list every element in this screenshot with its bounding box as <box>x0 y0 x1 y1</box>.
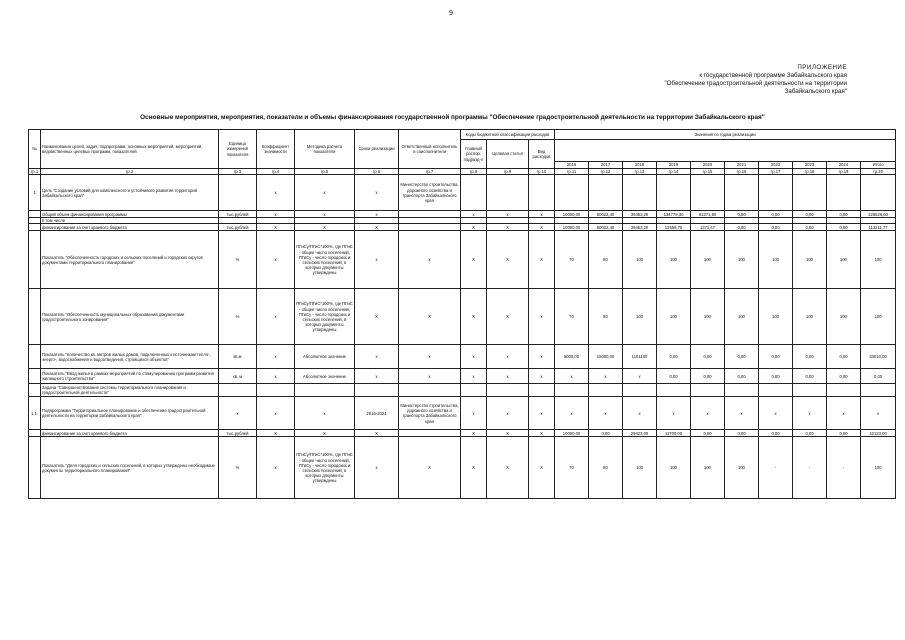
year-2019: 2019 <box>657 162 691 169</box>
value-cell: 100 <box>759 289 793 345</box>
table-row <box>29 384 896 397</box>
colnum-14: гр.14 <box>657 169 691 175</box>
header-name: Наименование целей, задач, подпрограмм, основных мероприятий, мероприятий, ведомственных целевых программ, показателей <box>41 130 219 169</box>
colnum-18: гр.18 <box>793 169 827 175</box>
colnum-8: гр.8 <box>461 169 487 175</box>
value-cell: 0,00 <box>657 345 691 369</box>
value-cell: - <box>759 437 793 499</box>
cell-x: x <box>295 175 355 211</box>
cell-x: x <box>257 231 295 289</box>
header-coef: Коэффициент значимости <box>257 130 295 169</box>
value-cell: 39453,20 <box>623 224 657 231</box>
row-num: 1.1. <box>29 397 41 430</box>
executor: Министерство строительства, дорожного хозяйства и транспорта Забайкальского края <box>399 175 461 211</box>
value-cell: x <box>657 397 691 430</box>
colnum-6: гр.6 <box>355 169 399 175</box>
cell-x: X <box>529 231 555 289</box>
value-cell: 100 <box>861 289 896 345</box>
value-cell: 10000,00 <box>555 430 589 437</box>
value-cell: 0,00 <box>759 430 793 437</box>
value-cell: 100 <box>657 437 691 499</box>
value-cell: 29423,00 <box>623 430 657 437</box>
cell-x: x <box>219 397 257 430</box>
value-cell: 0,00 <box>827 224 861 231</box>
colnum-16: гр.16 <box>725 169 759 175</box>
value-cell: 0,00 <box>589 430 623 437</box>
value-cell: 0,00 <box>827 345 861 369</box>
value-cell: 80 <box>589 289 623 345</box>
method: Абсолютное значение <box>295 345 355 369</box>
value-cell: 0,00 <box>827 430 861 437</box>
header-bcc-type: Вид расходов <box>529 140 555 169</box>
indicator-name: Показатель "Количество кв. метров жилых домов, подключенных к источникам тепло-, энерго-, водоснабжения и водоотведения, строящихся объектов" <box>41 345 219 369</box>
value-cell: 5000,00 <box>555 345 589 369</box>
value-cell: 0,00 <box>861 369 896 384</box>
unit: % <box>219 289 257 345</box>
colnum-3: гр.3 <box>219 169 257 175</box>
cell-x: x <box>399 231 461 289</box>
method: ПГиСу/ПГиС*100%, где ПГиС - общее число поселений, ПГиСу - число городских и сельских поселений, в которых документы утверждены <box>295 437 355 499</box>
year-2022: 2022 <box>759 162 793 169</box>
header-bcc-main: Главный распор. подразд-л <box>461 140 487 169</box>
value-cell: x <box>623 397 657 430</box>
value-cell: 70 <box>555 289 589 345</box>
value-cell: 0,00 <box>793 430 827 437</box>
header-unit: Единица измерения показателя <box>219 130 257 169</box>
indicator-name: Показатель "Доля городских и сельских поселений, в которых утверждены необходимые документы территориального планирования" <box>41 437 219 499</box>
method: ПГиСу/ПГиС*100%, где ПГиС - общее число поселений, ПГиСу - число городских и сельских поселений, в которых документы утверждены <box>295 231 355 289</box>
year-2024: 2024 <box>827 162 861 169</box>
table-row <box>29 211 896 218</box>
cell-x: x <box>461 369 487 384</box>
table-row <box>29 369 896 384</box>
header-period: Сроки реализации <box>355 130 399 169</box>
table-row <box>29 289 896 345</box>
cell-x: X <box>399 437 461 499</box>
appendix-line-3: Забайкальского края" <box>784 88 847 95</box>
value-cell: x <box>555 369 589 384</box>
value-cell: 0,00 <box>691 369 725 384</box>
header-bcc-target: Целевая статья <box>487 140 529 169</box>
cell-x: X <box>461 224 487 231</box>
colnum-11: гр.11 <box>555 169 589 175</box>
method: ПГиСу/ПГиС*100%, где ПГиС - общее число поселений, ПГиСу - число городских и сельских поселений, в которых документы утверждены <box>295 289 355 345</box>
value-cell: 42123,00 <box>861 430 896 437</box>
cell-x: x <box>461 397 487 430</box>
value-cell: x <box>725 397 759 430</box>
cell-x: X <box>487 289 529 345</box>
method: Абсолютное значение <box>295 369 355 384</box>
value-cell: - <box>793 437 827 499</box>
cell-x: x <box>487 211 529 218</box>
value-cell: 0,00 <box>793 369 827 384</box>
year-2023: 2023 <box>793 162 827 169</box>
value-cell: 0,00 <box>725 430 759 437</box>
value-cell: 11700,00 <box>657 430 691 437</box>
value-cell: 100 <box>623 231 657 289</box>
unit: тыс.рублей <box>219 211 257 218</box>
value-cell: x <box>691 397 725 430</box>
value-cell: 100 <box>657 231 691 289</box>
value-cell: 33010,00 <box>861 345 896 369</box>
cell-x: x <box>355 231 399 289</box>
table-row <box>29 397 896 430</box>
task-name: Задача "Совершенствование системы территориального планирования и градостроительной деятельности" <box>41 384 219 397</box>
cell-x: X <box>529 437 555 499</box>
value-cell: 70 <box>555 437 589 499</box>
cell-x: x <box>295 397 355 430</box>
document-title: Основные мероприятия, мероприятия, показатели и объемы финансирования государственной программы "Обеспечение градостроительной деятельности на территории Забайкальского края" <box>140 114 765 121</box>
value-cell: 39453,20 <box>623 211 657 218</box>
value-cell: x <box>793 397 827 430</box>
cell-x: x <box>257 289 295 345</box>
colnum-12: гр.12 <box>589 169 623 175</box>
indicator-name: Показатель "Обеспеченность городских и сельских поселений и городских округов документами территориального планирования" <box>41 231 219 289</box>
colnum-19: гр.19 <box>827 169 861 175</box>
value-cell: 15000,00 <box>589 345 623 369</box>
cell-x: X <box>257 430 295 437</box>
cell-x: x <box>257 211 295 218</box>
cell-x: X <box>355 224 399 231</box>
value-cell: x <box>623 369 657 384</box>
value-cell: 100 <box>861 231 896 289</box>
table-row <box>29 345 896 369</box>
value-cell: x <box>555 397 589 430</box>
value-cell: 91271,80 <box>691 211 725 218</box>
value-cell: x <box>589 369 623 384</box>
cell-x: x <box>257 175 295 211</box>
unit: тыс.рублей <box>219 430 257 437</box>
table-row <box>29 231 896 289</box>
colnum-17: гр.17 <box>759 169 793 175</box>
cell-x: X <box>295 224 355 231</box>
value-cell: 113211,77 <box>861 224 896 231</box>
cell-x: x <box>529 211 555 218</box>
cell-x: x <box>529 289 555 345</box>
cell-x: x <box>257 397 295 430</box>
header-method: Методика расчета показателя <box>295 130 355 169</box>
value-cell: 134779,30 <box>657 211 691 218</box>
cell-x: x <box>399 369 461 384</box>
value-cell: 10000,00 <box>555 224 589 231</box>
page-number: 9 <box>449 10 453 17</box>
cell-x: x <box>487 345 529 369</box>
unit: кв. м <box>219 369 257 384</box>
cell-x: x <box>529 369 555 384</box>
colnum-7: гр.7 <box>399 169 461 175</box>
period: 2016-2024 <box>355 397 399 430</box>
unit: % <box>219 231 257 289</box>
value-cell: 100 <box>623 289 657 345</box>
value-cell: 0,00 <box>759 224 793 231</box>
cell-x: x <box>487 369 529 384</box>
cell-x: x <box>355 211 399 218</box>
cell-x: X <box>487 231 529 289</box>
header-executor: Ответственный исполнитель и соисполнители <box>399 130 461 169</box>
value-cell: 0,00 <box>759 211 793 218</box>
colnum-13: гр.13 <box>623 169 657 175</box>
value-cell: 0,00 <box>827 369 861 384</box>
cell-x: x <box>355 369 399 384</box>
value-cell: 100 <box>691 231 725 289</box>
cell-x: x <box>461 345 487 369</box>
unit: % <box>219 437 257 499</box>
row-total-name: Общий объем финансирования программы <box>41 211 219 218</box>
header-values: Значения по годам реализации <box>555 130 896 140</box>
colnum-2: гр.2 <box>41 169 219 175</box>
appendix-line-2: "Обеспечение градостроительной деятельности на территории <box>664 80 847 87</box>
appendix-header <box>597 64 847 96</box>
row-num: 1 <box>29 175 41 211</box>
year-2020: 2020 <box>691 162 725 169</box>
colnum-5: гр.5 <box>295 169 355 175</box>
row-incl: в том числе <box>41 218 219 224</box>
cell-x: x <box>257 345 295 369</box>
value-cell: 100 <box>725 437 759 499</box>
value-cell: 0,00 <box>725 369 759 384</box>
cell-x: x <box>355 175 399 211</box>
subprogram-name: Подпрограмма "Территориальное планирование и обеспечение градостроительной деятельности на территории Забайкальского края" <box>41 397 219 430</box>
value-cell: 100 <box>623 437 657 499</box>
cell-x: X <box>487 430 529 437</box>
value-cell: 100 <box>827 289 861 345</box>
value-cell: x <box>589 397 623 430</box>
colnum-20: гр.20 <box>861 169 896 175</box>
table-row <box>29 224 896 231</box>
value-cell: 100 <box>691 437 725 499</box>
year-2018: 2018 <box>623 162 657 169</box>
value-cell: 100 <box>691 289 725 345</box>
row-sub-fin-name: финансирование за счет краевого бюджета <box>41 430 219 437</box>
cell-x: x <box>487 397 529 430</box>
value-cell: 80 <box>589 437 623 499</box>
cell-x: x <box>257 437 295 499</box>
row-fin-region-name: финансирования за счет краевого бюджета <box>41 224 219 231</box>
unit: кв.м <box>219 345 257 369</box>
cell-x: X <box>355 289 399 345</box>
colnum-9: гр.9 <box>487 169 529 175</box>
cell-x: x <box>257 369 295 384</box>
value-cell: 12558,70 <box>657 224 691 231</box>
cell-x: X <box>461 289 487 345</box>
indicator-name: Показатель "Обеспеченность муниципальных образований документами градостроительного зонирования" <box>41 289 219 345</box>
value-cell: 0,00 <box>691 430 725 437</box>
value-cell: 100 <box>861 437 896 499</box>
value-cell: 80 <box>589 231 623 289</box>
unit: тыс.рублей <box>219 224 257 231</box>
value-cell: x <box>861 397 896 430</box>
value-cell: 0,00 <box>793 345 827 369</box>
value-cell: 100 <box>725 231 759 289</box>
year-2017: 2017 <box>589 162 623 169</box>
value-cell: x <box>759 397 793 430</box>
executor: Министерство строительства, дорожного хозяйства и транспорта Забайкальского края <box>399 397 461 430</box>
value-cell: 0,00 <box>793 224 827 231</box>
cell-x: X <box>487 437 529 499</box>
year-total: Итого <box>861 162 896 169</box>
cell-x: X <box>257 224 295 231</box>
table-row <box>29 437 896 499</box>
cell-x: X <box>461 430 487 437</box>
table-row <box>29 175 896 211</box>
colnum-4: гр.4 <box>257 169 295 175</box>
colnum-1: гр.1 <box>29 169 41 175</box>
value-cell: 325526,60 <box>861 211 896 218</box>
value-cell: 0,00 <box>827 211 861 218</box>
value-cell: 0,00 <box>759 345 793 369</box>
value-cell: 1371,47 <box>691 224 725 231</box>
value-cell: 0,00 <box>759 369 793 384</box>
value-cell: 100 <box>725 289 759 345</box>
value-cell: - <box>827 437 861 499</box>
program-table <box>28 129 896 499</box>
cell-x: x <box>529 345 555 369</box>
appendix-title: ПРИЛОЖЕНИЕ <box>797 64 847 71</box>
value-cell: 0,00 <box>793 211 827 218</box>
value-cell: 50022,40 <box>589 211 623 218</box>
cell-x: x <box>355 345 399 369</box>
value-cell: 100 <box>793 289 827 345</box>
cell-x: x <box>355 437 399 499</box>
table-row <box>29 430 896 437</box>
indicator-name: Показатель "Ввод жилья в рамках мероприятий по стимулированию программ развития жилищного строительства" <box>41 369 219 384</box>
value-cell: 100 <box>657 289 691 345</box>
cell-x: X <box>529 430 555 437</box>
cell-x: X <box>529 224 555 231</box>
cell-x: x <box>461 211 487 218</box>
cell-x: x <box>295 211 355 218</box>
cell-x: X <box>295 430 355 437</box>
cell-x: X <box>461 231 487 289</box>
cell-x: x <box>529 397 555 430</box>
value-cell: 100 <box>793 231 827 289</box>
value-cell: 70 <box>555 231 589 289</box>
value-cell: 50022,40 <box>589 224 623 231</box>
year-2016: 2016 <box>555 162 589 169</box>
value-cell: 1101100 <box>623 345 657 369</box>
cell-x: x <box>399 345 461 369</box>
value-cell: 0,00 <box>725 211 759 218</box>
cell-x: X <box>355 430 399 437</box>
value-cell: 100 <box>759 231 793 289</box>
value-cell: 100 <box>827 231 861 289</box>
value-cell: 0,00 <box>725 345 759 369</box>
value-cell: 0,00 <box>691 345 725 369</box>
goal-name: Цель "Создание условий для комплексного и устойчивого развития территорий Забайкальского края" <box>41 175 219 211</box>
year-2021: 2021 <box>725 162 759 169</box>
header-bcc: Коды бюджетной классификации расходов <box>461 130 555 140</box>
cell-x: X <box>487 224 529 231</box>
value-cell: x <box>827 397 861 430</box>
cell-x: X <box>461 437 487 499</box>
value-cell: 10000,00 <box>555 211 589 218</box>
colnum-15: гр.15 <box>691 169 725 175</box>
colnum-10: гр.10 <box>529 169 555 175</box>
value-cell: 0,00 <box>657 369 691 384</box>
value-cell: 0,00 <box>725 224 759 231</box>
cell-x: X <box>399 289 461 345</box>
header-num: № <box>29 130 41 169</box>
appendix-line-1: к государственной программе Забайкальского края <box>699 72 847 79</box>
